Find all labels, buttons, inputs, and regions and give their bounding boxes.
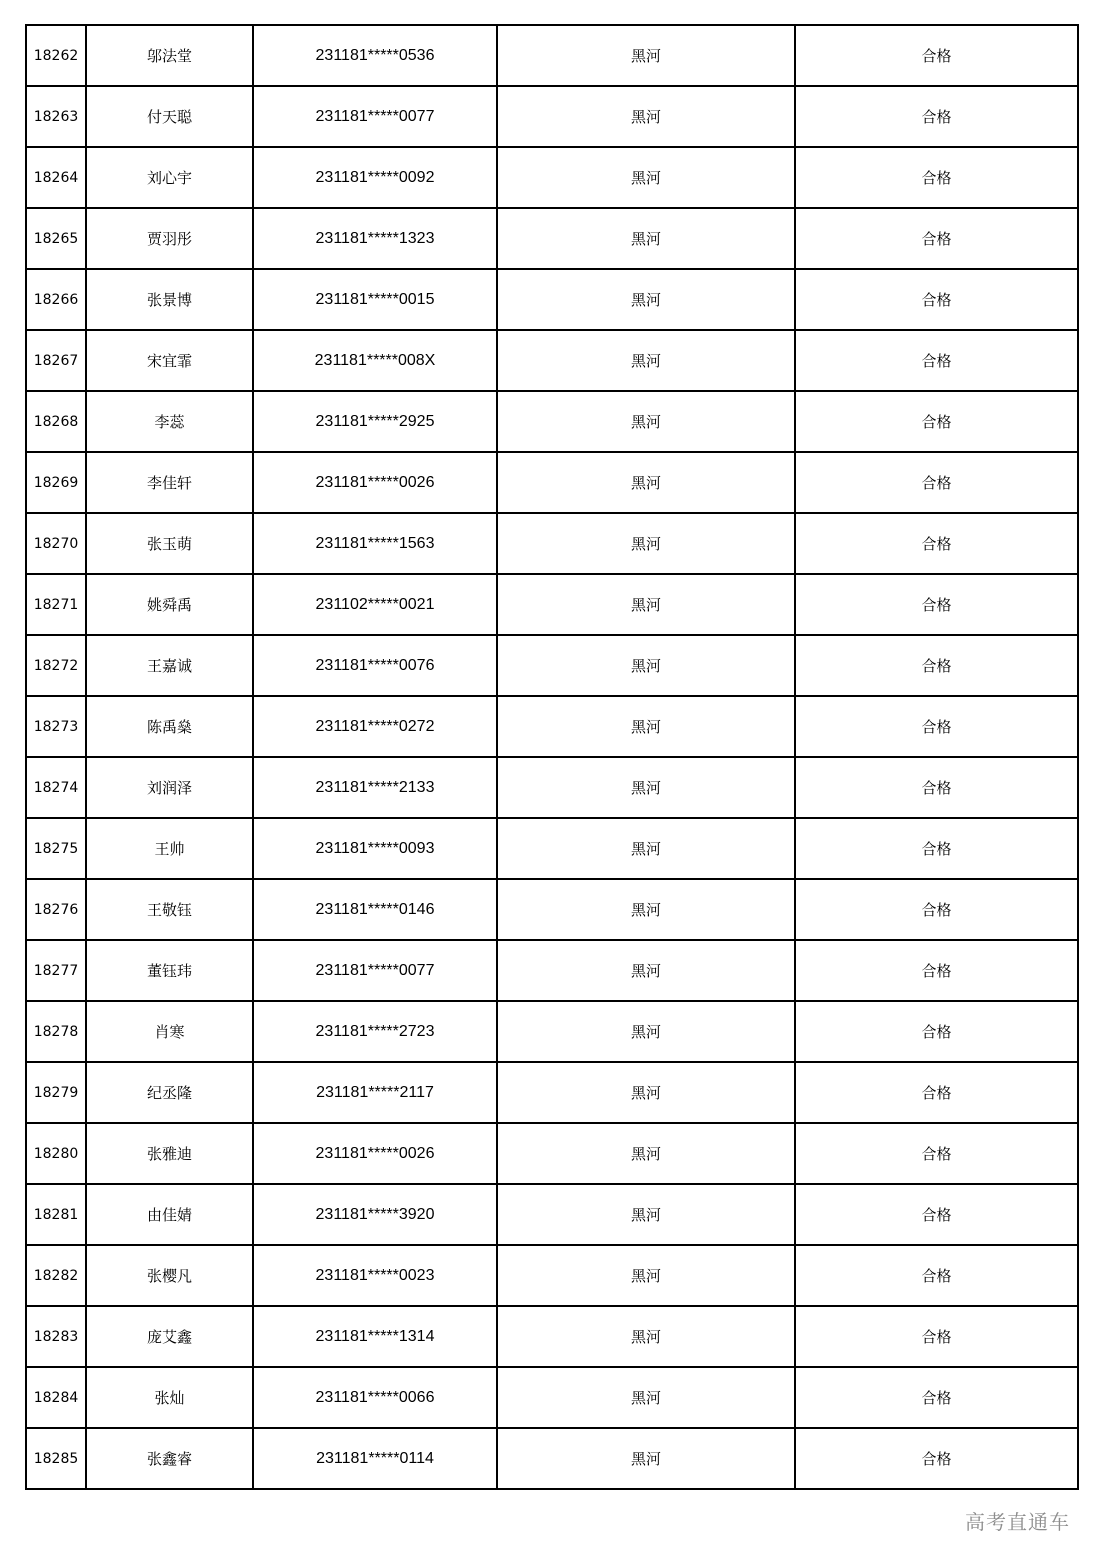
cell-id-number: 231181*****0114 <box>253 1428 497 1489</box>
cell-seq: 18279 <box>26 1062 86 1123</box>
cell-seq: 18269 <box>26 452 86 513</box>
cell-result: 合格 <box>795 635 1078 696</box>
table-row <box>26 1062 1078 1123</box>
cell-id-number: 231181*****1314 <box>253 1306 497 1367</box>
cell-region: 黑河 <box>497 269 795 330</box>
cell-name: 张景博 <box>86 269 253 330</box>
table-row <box>26 635 1078 696</box>
cell-name: 王嘉诚 <box>86 635 253 696</box>
cell-id-number: 231181*****0146 <box>253 879 497 940</box>
cell-name: 张鑫睿 <box>86 1428 253 1489</box>
cell-region: 黑河 <box>497 574 795 635</box>
cell-result: 合格 <box>795 391 1078 452</box>
cell-result: 合格 <box>795 513 1078 574</box>
cell-id-number: 231181*****3920 <box>253 1184 497 1245</box>
cell-name: 陈禹燊 <box>86 696 253 757</box>
cell-id-number: 231181*****008X <box>253 330 497 391</box>
cell-region: 黑河 <box>497 635 795 696</box>
cell-region: 黑河 <box>497 391 795 452</box>
table-row <box>26 269 1078 330</box>
table-row <box>26 757 1078 818</box>
cell-id-number: 231181*****0023 <box>253 1245 497 1306</box>
cell-name: 庞艾鑫 <box>86 1306 253 1367</box>
cell-seq: 18271 <box>26 574 86 635</box>
cell-result: 合格 <box>795 1367 1078 1428</box>
cell-name: 王帅 <box>86 818 253 879</box>
roster-table <box>25 24 1079 1490</box>
cell-seq: 18280 <box>26 1123 86 1184</box>
cell-name: 张雅迪 <box>86 1123 253 1184</box>
cell-region: 黑河 <box>497 879 795 940</box>
cell-id-number: 231181*****0092 <box>253 147 497 208</box>
cell-seq: 18264 <box>26 147 86 208</box>
table-row <box>26 391 1078 452</box>
cell-region: 黑河 <box>497 696 795 757</box>
cell-seq: 18275 <box>26 818 86 879</box>
cell-region: 黑河 <box>497 513 795 574</box>
table-row <box>26 696 1078 757</box>
cell-name: 姚舜禹 <box>86 574 253 635</box>
cell-id-number: 231181*****2133 <box>253 757 497 818</box>
cell-result: 合格 <box>795 452 1078 513</box>
cell-result: 合格 <box>795 1306 1078 1367</box>
cell-result: 合格 <box>795 147 1078 208</box>
cell-seq: 18281 <box>26 1184 86 1245</box>
table-row <box>26 513 1078 574</box>
cell-name: 王敬钰 <box>86 879 253 940</box>
table-row <box>26 86 1078 147</box>
cell-name: 贾羽彤 <box>86 208 253 269</box>
cell-region: 黑河 <box>497 757 795 818</box>
cell-result: 合格 <box>795 208 1078 269</box>
cell-seq: 18270 <box>26 513 86 574</box>
cell-id-number: 231181*****0026 <box>253 1123 497 1184</box>
cell-region: 黑河 <box>497 1306 795 1367</box>
roster-body <box>26 25 1078 1489</box>
cell-region: 黑河 <box>497 1001 795 1062</box>
cell-id-number: 231181*****2925 <box>253 391 497 452</box>
cell-region: 黑河 <box>497 1367 795 1428</box>
cell-result: 合格 <box>795 879 1078 940</box>
cell-region: 黑河 <box>497 147 795 208</box>
cell-result: 合格 <box>795 1428 1078 1489</box>
cell-id-number: 231181*****0076 <box>253 635 497 696</box>
cell-seq: 18276 <box>26 879 86 940</box>
watermark-text: 高考直通车 <box>962 1506 1073 1535</box>
cell-region: 黑河 <box>497 25 795 86</box>
cell-id-number: 231181*****1323 <box>253 208 497 269</box>
table-row <box>26 330 1078 391</box>
cell-region: 黑河 <box>497 1062 795 1123</box>
cell-name: 刘润泽 <box>86 757 253 818</box>
cell-name: 李蕊 <box>86 391 253 452</box>
cell-region: 黑河 <box>497 86 795 147</box>
cell-seq: 18266 <box>26 269 86 330</box>
cell-region: 黑河 <box>497 452 795 513</box>
cell-result: 合格 <box>795 696 1078 757</box>
cell-region: 黑河 <box>497 330 795 391</box>
cell-region: 黑河 <box>497 1184 795 1245</box>
table-row <box>26 1001 1078 1062</box>
cell-seq: 18267 <box>26 330 86 391</box>
cell-result: 合格 <box>795 1062 1078 1123</box>
cell-region: 黑河 <box>497 1123 795 1184</box>
cell-region: 黑河 <box>497 940 795 1001</box>
cell-seq: 18285 <box>26 1428 86 1489</box>
cell-result: 合格 <box>795 269 1078 330</box>
table-row <box>26 818 1078 879</box>
cell-result: 合格 <box>795 86 1078 147</box>
cell-name: 付天聪 <box>86 86 253 147</box>
cell-id-number: 231181*****0077 <box>253 86 497 147</box>
cell-seq: 18272 <box>26 635 86 696</box>
cell-name: 张樱凡 <box>86 1245 253 1306</box>
cell-name: 李佳轩 <box>86 452 253 513</box>
cell-seq: 18263 <box>26 86 86 147</box>
cell-result: 合格 <box>795 940 1078 1001</box>
table-row <box>26 879 1078 940</box>
cell-seq: 18282 <box>26 1245 86 1306</box>
cell-id-number: 231181*****2117 <box>253 1062 497 1123</box>
table-row <box>26 1306 1078 1367</box>
cell-name: 纪丞隆 <box>86 1062 253 1123</box>
cell-seq: 18278 <box>26 1001 86 1062</box>
cell-region: 黑河 <box>497 1428 795 1489</box>
table-row <box>26 1184 1078 1245</box>
table-row <box>26 574 1078 635</box>
cell-seq: 18268 <box>26 391 86 452</box>
cell-result: 合格 <box>795 25 1078 86</box>
cell-id-number: 231181*****0093 <box>253 818 497 879</box>
cell-name: 张玉萌 <box>86 513 253 574</box>
table-row <box>26 452 1078 513</box>
cell-result: 合格 <box>795 818 1078 879</box>
table-row <box>26 25 1078 86</box>
table-row <box>26 1245 1078 1306</box>
cell-seq: 18283 <box>26 1306 86 1367</box>
cell-name: 由佳婧 <box>86 1184 253 1245</box>
table-row <box>26 1123 1078 1184</box>
cell-id-number: 231181*****2723 <box>253 1001 497 1062</box>
cell-seq: 18274 <box>26 757 86 818</box>
cell-result: 合格 <box>795 1123 1078 1184</box>
table-row <box>26 1367 1078 1428</box>
cell-id-number: 231181*****1563 <box>253 513 497 574</box>
cell-result: 合格 <box>795 574 1078 635</box>
cell-id-number: 231181*****0536 <box>253 25 497 86</box>
cell-seq: 18265 <box>26 208 86 269</box>
cell-region: 黑河 <box>497 208 795 269</box>
cell-seq: 18262 <box>26 25 86 86</box>
cell-name: 宋宜霏 <box>86 330 253 391</box>
cell-id-number: 231102*****0021 <box>253 574 497 635</box>
cell-id-number: 231181*****0066 <box>253 1367 497 1428</box>
cell-name: 张灿 <box>86 1367 253 1428</box>
cell-seq: 18273 <box>26 696 86 757</box>
table-row <box>26 147 1078 208</box>
cell-seq: 18284 <box>26 1367 86 1428</box>
cell-region: 黑河 <box>497 1245 795 1306</box>
cell-name: 董钰玮 <box>86 940 253 1001</box>
table-row <box>26 1428 1078 1489</box>
table-row <box>26 940 1078 1001</box>
cell-result: 合格 <box>795 1184 1078 1245</box>
cell-region: 黑河 <box>497 818 795 879</box>
cell-id-number: 231181*****0015 <box>253 269 497 330</box>
cell-id-number: 231181*****0077 <box>253 940 497 1001</box>
cell-result: 合格 <box>795 330 1078 391</box>
cell-name: 邬法堂 <box>86 25 253 86</box>
cell-id-number: 231181*****0026 <box>253 452 497 513</box>
cell-result: 合格 <box>795 1245 1078 1306</box>
cell-result: 合格 <box>795 757 1078 818</box>
cell-name: 肖寒 <box>86 1001 253 1062</box>
table-row <box>26 208 1078 269</box>
cell-id-number: 231181*****0272 <box>253 696 497 757</box>
cell-seq: 18277 <box>26 940 86 1001</box>
cell-name: 刘心宇 <box>86 147 253 208</box>
cell-result: 合格 <box>795 1001 1078 1062</box>
